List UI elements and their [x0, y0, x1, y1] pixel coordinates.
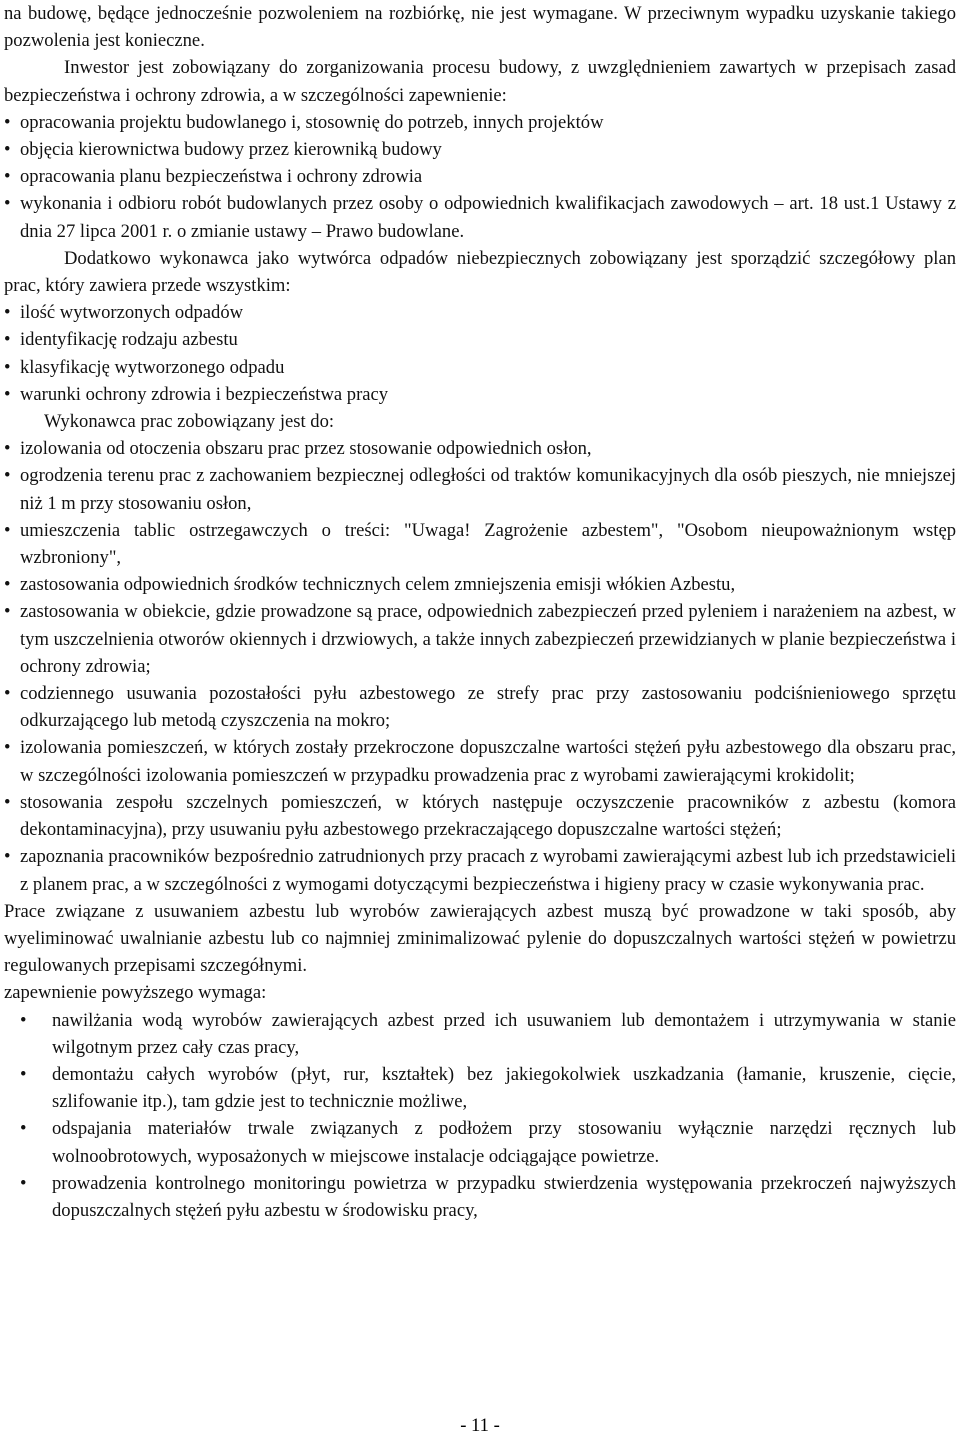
- list-item: • zastosowania w obiekcie, gdzie prowadzone są prace, odpowiednich zabezpieczeń przed pyleniem i narażeniem na azbest, w tym uszczelnienia otworów okiennych i drzwiowych, a także innych zabezpieczeń przewidzianych w planie bezpieczeństwa i ochrony zdrowia;: [4, 598, 956, 680]
- requirements-list: [4, 1007, 956, 1225]
- list-item: • nawilżania wodą wyrobów zawierających azbest przed ich usuwaniem lub demontażem i utrzymywania w stanie wilgotnym przez cały czas pracy,: [4, 1007, 956, 1061]
- paragraph-permit: na budowę, będące jednocześnie pozwoleniem na rozbiórkę, nie jest wymagane. W przeciwnym wypadku uzyskanie takiego pozwolenia jest konieczne.: [4, 3, 956, 52]
- list-item: • opracowania projektu budowlanego i, stosownię do potrzeb, innych projektów: [4, 109, 956, 136]
- paragraph-investor: Inwestor jest zobowiązany do zorganizowania procesu budowy, z uwzględnieniem zawartych w przepisach zasad bezpieczeństwa i ochrony zdrowia, a w szczególności zapewnienie:: [4, 57, 956, 106]
- list-item: • warunki ochrony zdrowia i bezpieczeństwa pracy: [4, 381, 956, 408]
- list-item: • opracowania planu bezpieczeństwa i ochrony zdrowia: [4, 163, 956, 190]
- list-item: • codziennego usuwania pozostałości pyłu azbestowego ze strefy prac przy zastosowaniu podciśnieniowego sprzętu odkurzającego lub metodą czyszczenia na mokro;: [4, 680, 956, 734]
- paragraph-asbestus-removal: Prace związane z usuwaniem azbestu lub wyrobów zawierających azbest muszą być prowadzone w taki sposób, aby wyeliminować uwalnianie azbestu lub co najmniej zminimalizować pylenie do dopuszczalnych wartości stężeń w powietrzu regulowanych przepisami szczegółnymi.: [4, 900, 956, 977]
- paragraph-contractor-duties: Wykonawca prac zobowiązany jest do:: [44, 411, 335, 433]
- list-item: • stosowania zespołu szczelnych pomieszczeń, w których następuje oczyszczenie pracowników z azbestu (komora dekontaminacyjna), przy usuwaniu pyłu azbestowego przekraczającego dopuszczalne wartości stężeń;: [4, 789, 956, 843]
- paragraph-requirements-intro: zapewnienie powyższego wymaga:: [4, 982, 267, 1004]
- investor-obligations-list: [4, 109, 956, 245]
- list-item: • umieszczenia tablic ostrzegawczych o treści: "Uwaga! Zagrożenie azbestem", "Osobom nieupoważnionym wstęp wzbroniony",: [4, 517, 956, 571]
- list-item: • demontażu całych wyrobów (płyt, rur, kształtek) bez jakiegokolwiek uszkadzania (łamanie, kruszenie, cięcie, szlifowanie itp.), tam gdzie jest to technicznie możliwe,: [4, 1061, 956, 1115]
- list-item: • zastosowania odpowiednich środków technicznych celem zmniejszenia emisji włókien Azbestu,: [4, 571, 956, 598]
- list-item: • ogrodzenia terenu prac z zachowaniem bezpiecznej odległości od traktów komunikacyjnych dla osób pieszych, nie mniejszej niż 1 m przy stosowaniu osłon,: [4, 462, 956, 516]
- list-item: • zapoznania pracowników bezpośrednio zatrudnionych przy pracach z wyrobami zawierającymi azbest lub ich przedstawicieli z planem prac, a w szczególności z wymogami dotyczącymi bezpieczeństwa i higieny pracy w czasie wykonywania prac.: [4, 843, 956, 897]
- list-item: • prowadzenia kontrolnego monitoringu powietrza w przypadku stwierdzenia występowania przekroczeń najwyższych dopuszczalnych stężeń pyłu azbestu w środowisku pracy,: [4, 1170, 956, 1224]
- contractor-duties-list: [4, 435, 956, 897]
- list-item: • ilość wytworzonych odpadów: [4, 299, 956, 326]
- work-plan-list: [4, 299, 956, 408]
- list-item: • objęcia kierownictwa budowy przez kierowniką budowy: [4, 136, 956, 163]
- list-item: • identyfikację rodzaju azbestu: [4, 326, 956, 353]
- paragraph-contractor-plan: Dodatkowo wykonawca jako wytwórca odpadów niebezpiecznych zobowiązany jest sporządzić szczegółowy plan prac, który zawiera przede wszystkim:: [4, 247, 956, 297]
- list-item: • odspajania materiałów trwale związanych z podłożem przy stosowaniu wyłącznie narzędzi ręcznych lub wolnoobrotowych, wyposażonych w miejscowe instalacje odciągające powietrze.: [4, 1115, 956, 1169]
- list-item: • izolowania od otoczenia obszaru prac przez stosowanie odpowiednich osłon,: [4, 435, 956, 462]
- list-item: • klasyfikację wytworzonego odpadu: [4, 354, 956, 381]
- list-item: • izolowania pomieszczeń, w których zostały przekroczone dopuszczalne wartości stężeń pyłu azbestowego dla obszaru prac, w szczególności izolowania pomieszczeń w przypadku prowadzenia prac z wyrobami zawierającymi krokidolit;: [4, 734, 956, 788]
- page-number: - 11 -: [460, 1415, 500, 1436]
- list-item: • wykonania i odbioru robót budowlanych przez osoby o odpowiednich kwalifikacjach zawodowych – art. 18 ust.1 Ustawy z dnia 27 lipca 2001 r. o zmianie ustawy – Prawo budowlane.: [4, 190, 956, 244]
